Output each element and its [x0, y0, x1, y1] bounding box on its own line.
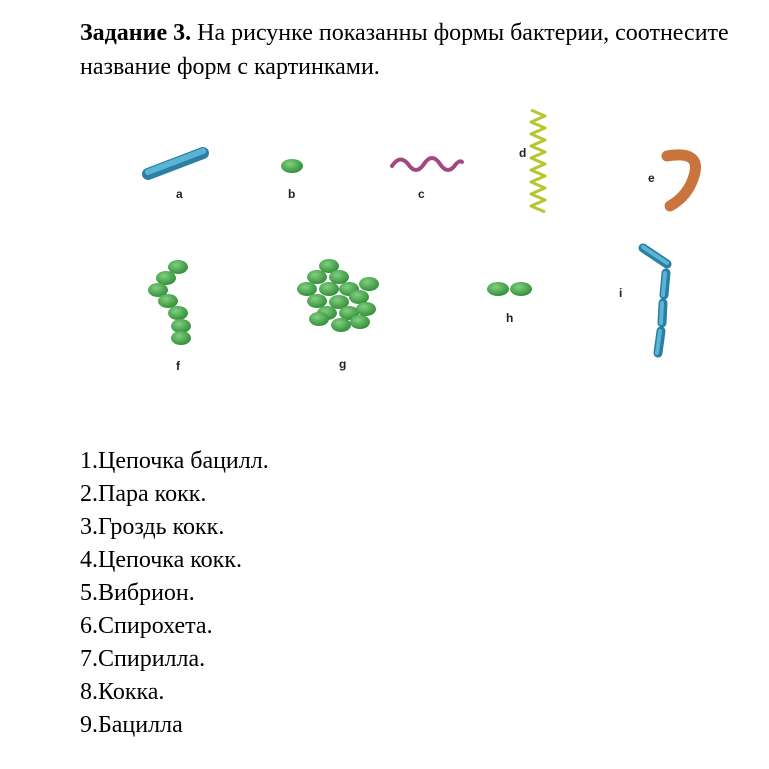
answer-item-2: 2.Пара кокк. — [80, 481, 207, 507]
task-text: На рисунке показанны формы бактерии, соотнесите название форм с картинками. — [80, 20, 729, 80]
coccus-cluster-image-g — [297, 259, 379, 332]
label-b: b — [288, 187, 296, 201]
answer-item-1: 1.Цепочка бацилл. — [80, 448, 269, 474]
label-g: g — [339, 357, 347, 371]
spirochete-image-d — [531, 110, 545, 212]
answer-item-9: 9.Бацилла — [80, 712, 183, 738]
label-a: a — [176, 187, 183, 201]
answer-list — [80, 445, 269, 742]
label-e: e — [648, 171, 655, 185]
label-c: c — [418, 187, 425, 201]
answer-item-6: 6.Спирохета. — [80, 613, 213, 639]
coccus-image-b — [281, 159, 303, 173]
vibrio-image-e — [667, 155, 695, 206]
coccus-pair-image-h — [487, 282, 532, 296]
task-number: Задание 3. — [80, 20, 192, 46]
bacillus-chain-image-i — [643, 247, 667, 353]
bacillus-image-a — [148, 151, 203, 174]
answer-item-4: 4.Цепочка кокк. — [80, 547, 242, 573]
spirillum-image-c — [392, 158, 462, 170]
label-f: f — [176, 359, 180, 373]
label-d: d — [519, 146, 527, 160]
label-i: i — [619, 286, 623, 300]
label-h: h — [506, 311, 514, 325]
answer-item-8: 8.Кокка. — [80, 679, 165, 705]
answer-item-7: 7.Спирилла. — [80, 646, 206, 672]
coccus-chain-image-f — [148, 260, 191, 345]
answer-item-3: 3.Гроздь кокк. — [80, 514, 225, 540]
answer-item-5: 5.Вибрион. — [80, 580, 195, 606]
